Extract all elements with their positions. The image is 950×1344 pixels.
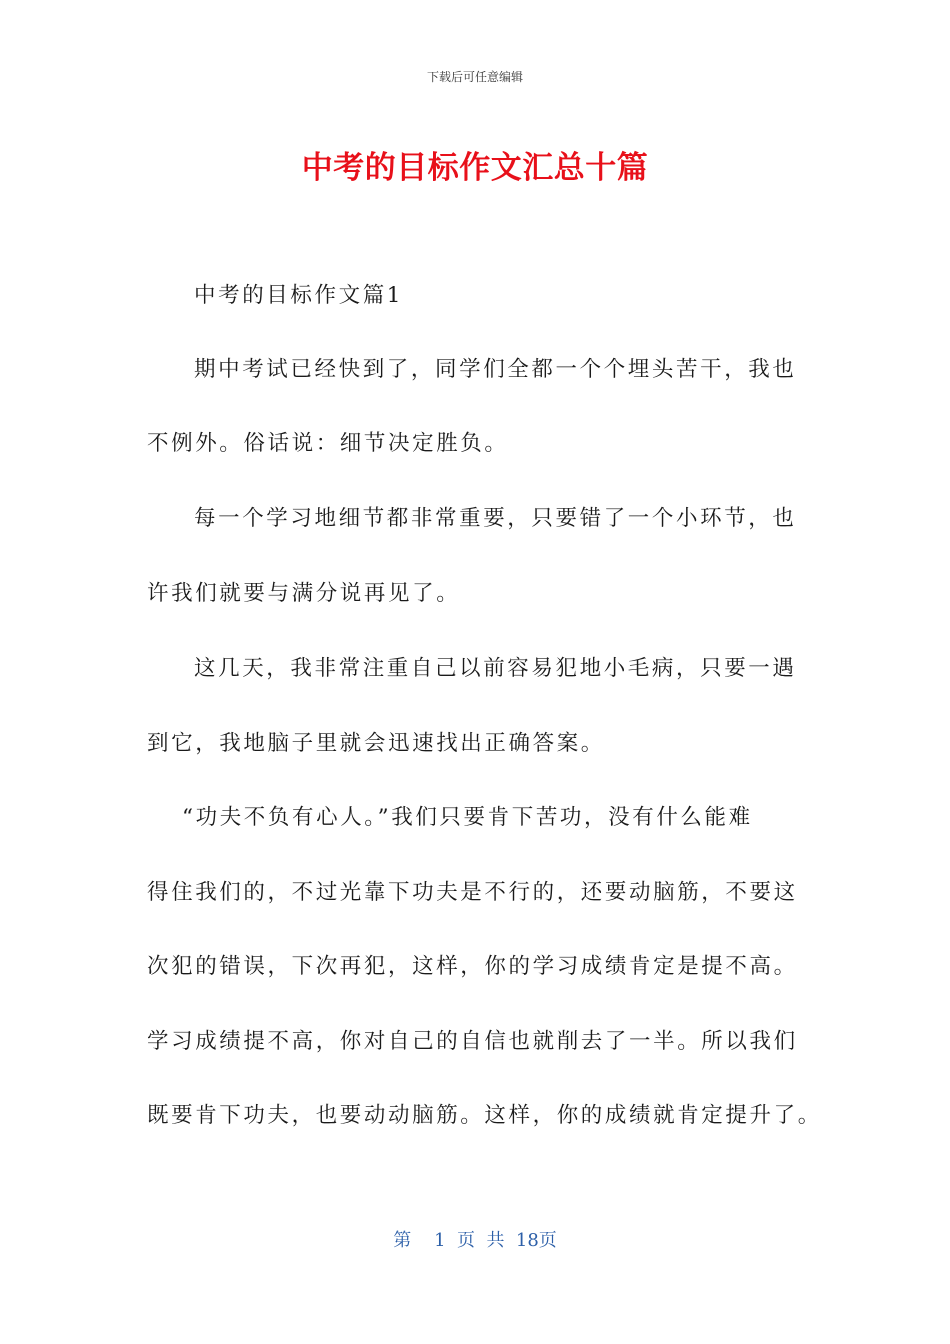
- total-pages: 18页: [515, 1230, 557, 1251]
- header-note: 下载后可任意编辑: [426, 70, 523, 84]
- paragraph-line: 许我们就要与满分说再见了。: [147, 581, 461, 606]
- paragraph-line: 得住我们的，不过光靠下功夫是不行的，还要动脑筋，不要这: [147, 880, 798, 905]
- paragraph-line: 到它，我地脑子里就会迅速找出正确答案。: [147, 731, 605, 756]
- page-footer: [0, 1226, 950, 1252]
- paragraph-line: “功夫不负有心人。”我们只要肯下苦功，没有什么能难: [182, 805, 753, 830]
- document-title: 中考的目标作文汇总十篇: [301, 150, 649, 186]
- paragraph-line: 这几天，我非常注重自己以前容易犯地小毛病，只要一遇: [194, 656, 797, 681]
- paragraph-line: 次犯的错误，下次再犯，这样，你的学习成绩肯定是提不高。: [147, 954, 798, 979]
- section-heading: 中考的目标作文篇1: [194, 283, 404, 308]
- page-label: 第: [393, 1230, 412, 1251]
- paragraph-line: 期中考试已经快到了，同学们全都一个个埋头苦干，我也: [194, 357, 797, 382]
- paragraph-line: 既要肯下功夫，也要动动脑筋。这样，你的成绩就肯定提升了。: [147, 1103, 822, 1128]
- page-number: 1: [434, 1230, 446, 1251]
- paragraph-line: 不例外。俗话说：细节决定胜负。: [147, 431, 509, 456]
- paragraph-line: 学习成绩提不高，你对自己的自信也就削去了一半。所以我们: [147, 1029, 798, 1054]
- page-unit: 页: [456, 1230, 475, 1251]
- paragraph-line: 每一个学习地细节都非常重要，只要错了一个小环节，也: [194, 506, 797, 531]
- total-label: 共: [486, 1230, 505, 1251]
